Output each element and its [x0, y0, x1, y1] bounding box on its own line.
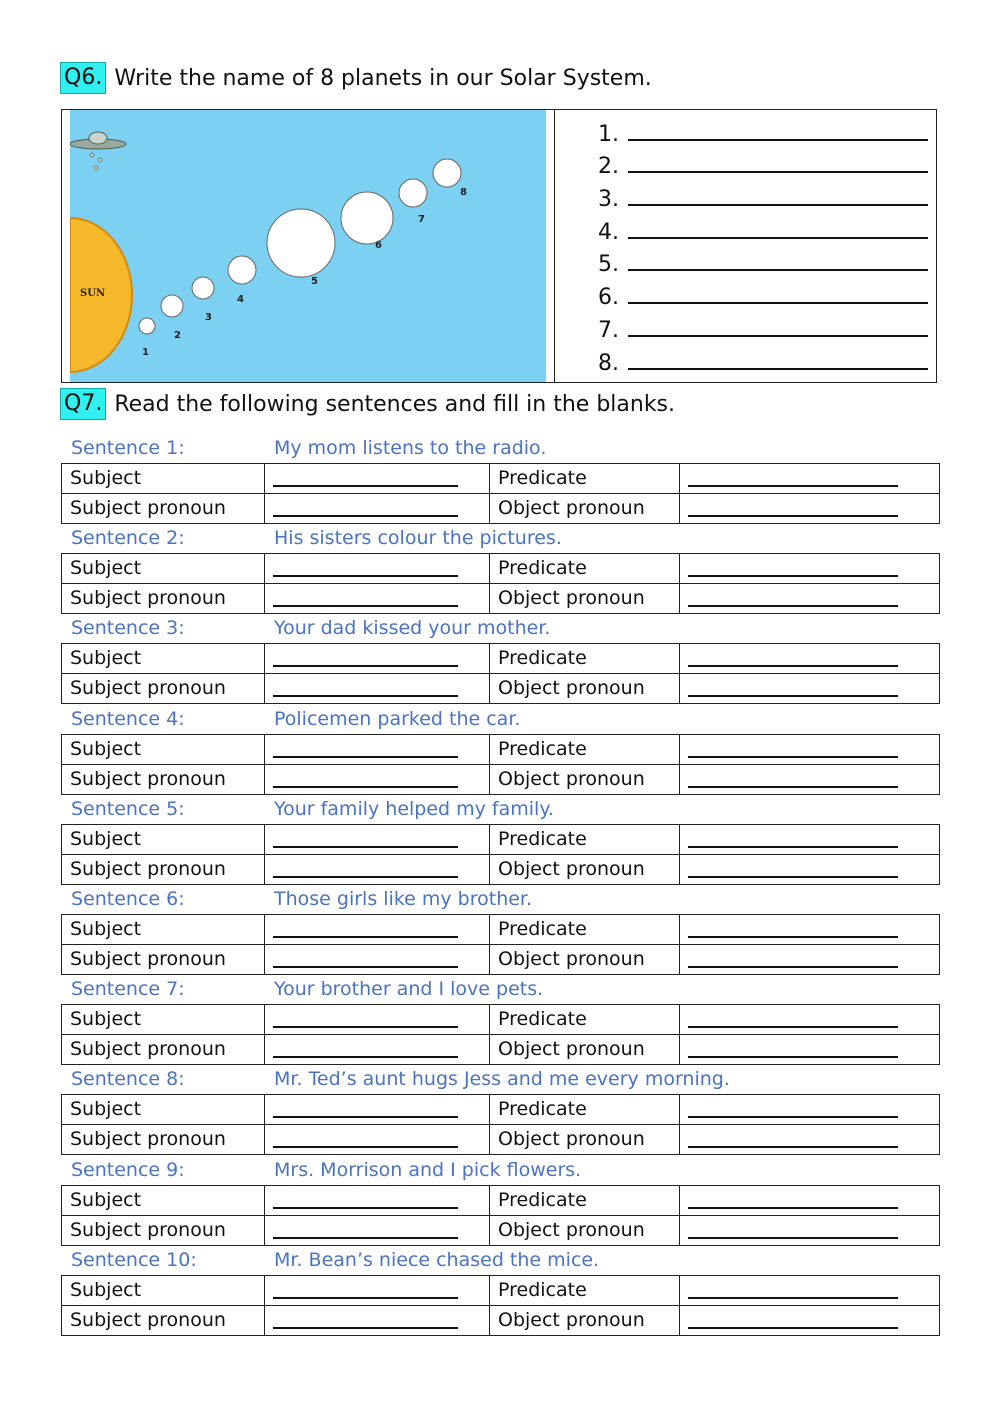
answer-blank[interactable]	[688, 604, 898, 607]
object-pronoun-answer-cell[interactable]	[680, 674, 940, 704]
answer-line[interactable]	[598, 343, 928, 376]
subject-label: Subject	[62, 1095, 265, 1125]
planet-number-6: 6	[375, 240, 382, 251]
predicate-answer-cell[interactable]	[680, 824, 940, 854]
planet-6	[341, 192, 393, 244]
answer-blank[interactable]	[688, 1025, 898, 1028]
predicate-label: Predicate	[490, 644, 680, 674]
answer-blank[interactable]	[273, 845, 458, 848]
answer-blank[interactable]	[688, 1206, 898, 1209]
answer-blank[interactable]	[273, 875, 458, 878]
subject-pronoun-answer-cell[interactable]	[265, 494, 490, 524]
object-pronoun-label: Object pronoun	[490, 1215, 680, 1245]
predicate-answer-cell[interactable]	[680, 1005, 940, 1035]
subject-answer-cell[interactable]	[265, 824, 490, 854]
answer-line[interactable]	[598, 114, 928, 147]
sentence-answer-table	[61, 824, 940, 885]
answer-blank[interactable]	[628, 236, 928, 239]
subject-answer-cell[interactable]	[265, 554, 490, 584]
answer-number: 8.	[598, 350, 619, 376]
answer-blank[interactable]	[273, 1115, 458, 1118]
answer-blank[interactable]	[273, 1055, 458, 1058]
answer-number: 3.	[598, 187, 619, 213]
sentence-title: Sentence 8:	[71, 1068, 185, 1091]
table-row	[62, 915, 940, 945]
answer-number: 6.	[598, 285, 619, 311]
table-row	[62, 1035, 940, 1065]
subject-pronoun-answer-cell[interactable]	[265, 584, 490, 614]
answer-line[interactable]	[598, 245, 928, 278]
predicate-answer-cell[interactable]	[680, 1275, 940, 1305]
subject-label: Subject	[62, 464, 265, 494]
answer-blank[interactable]	[688, 664, 898, 667]
table-row	[62, 674, 940, 704]
answer-line[interactable]	[598, 277, 928, 310]
object-pronoun-label: Object pronoun	[490, 1035, 680, 1065]
table-row	[62, 1185, 940, 1215]
predicate-answer-cell[interactable]	[680, 1185, 940, 1215]
q6-heading	[60, 62, 652, 94]
sentence-title: Sentence 9:	[71, 1158, 185, 1181]
subject-pronoun-answer-cell[interactable]	[265, 1125, 490, 1155]
subject-answer-cell[interactable]	[265, 915, 490, 945]
answer-blank[interactable]	[688, 1236, 898, 1239]
table-row	[62, 1005, 940, 1035]
answer-blank[interactable]	[273, 785, 458, 788]
table-row	[62, 644, 940, 674]
sentence-text: Your dad kissed your mother.	[274, 617, 551, 640]
planet-number-1: 1	[142, 347, 149, 358]
answer-number: 2.	[598, 154, 619, 180]
sentence-answer-table	[61, 643, 940, 704]
answer-line[interactable]	[598, 147, 928, 180]
answer-line[interactable]	[598, 310, 928, 343]
subject-pronoun-label: Subject pronoun	[62, 1305, 265, 1335]
object-pronoun-answer-cell[interactable]	[680, 1125, 940, 1155]
planet-number-4: 4	[237, 294, 244, 305]
answer-blank[interactable]	[273, 1025, 458, 1028]
planet-answer-list	[598, 114, 928, 376]
table-row	[62, 824, 940, 854]
subject-label: Subject	[62, 1185, 265, 1215]
subject-pronoun-answer-cell[interactable]	[265, 1035, 490, 1065]
answer-blank[interactable]	[628, 268, 928, 271]
subject-pronoun-label: Subject pronoun	[62, 945, 265, 975]
subject-pronoun-label: Subject pronoun	[62, 674, 265, 704]
sentence-title: Sentence 6:	[71, 888, 185, 910]
sentence-text: Policemen parked the car.	[274, 707, 521, 730]
planet-1	[139, 318, 155, 334]
object-pronoun-label: Object pronoun	[490, 1125, 680, 1155]
subject-answer-cell[interactable]	[265, 1275, 490, 1305]
object-pronoun-answer-cell[interactable]	[680, 1215, 940, 1245]
subject-label: Subject	[62, 734, 265, 764]
sentence-title: Sentence 5:	[71, 797, 185, 820]
sentence-answer-table	[61, 914, 940, 975]
object-pronoun-answer-cell[interactable]	[680, 945, 940, 975]
predicate-label: Predicate	[490, 1095, 680, 1125]
q7-question-text: Read the following sentences and fill in the blanks.	[114, 391, 676, 417]
sentence-title: Sentence 3:	[71, 617, 185, 640]
predicate-label: Predicate	[490, 734, 680, 764]
subject-answer-cell[interactable]	[265, 734, 490, 764]
planet-2	[161, 295, 183, 317]
planet-number-3: 3	[205, 312, 212, 323]
table-row	[62, 584, 940, 614]
subject-pronoun-answer-cell[interactable]	[265, 854, 490, 884]
planet-number-2: 2	[174, 330, 181, 341]
table-row	[62, 734, 940, 764]
answer-blank[interactable]	[273, 1206, 458, 1209]
sentence-answer-table	[61, 1185, 940, 1246]
subject-answer-cell[interactable]	[265, 464, 490, 494]
answer-blank[interactable]	[688, 694, 898, 697]
subject-label: Subject	[62, 1005, 265, 1035]
answer-number: 4.	[598, 219, 619, 245]
object-pronoun-answer-cell[interactable]	[680, 1305, 940, 1335]
answer-blank[interactable]	[688, 1326, 898, 1329]
planet-5	[267, 209, 335, 277]
answer-blank[interactable]	[688, 755, 898, 758]
planet-4	[228, 256, 256, 284]
sentence-answer-table	[61, 553, 940, 614]
answer-blank[interactable]	[688, 935, 898, 938]
predicate-answer-cell[interactable]	[680, 644, 940, 674]
table-row	[62, 494, 940, 524]
table-row	[62, 554, 940, 584]
q6-label: Q6.	[60, 62, 106, 94]
object-pronoun-answer-cell[interactable]	[680, 1035, 940, 1065]
solar-system-image	[70, 110, 546, 382]
answer-blank[interactable]	[273, 514, 458, 517]
object-pronoun-label: Object pronoun	[490, 854, 680, 884]
answer-blank[interactable]	[628, 203, 928, 206]
table-row	[62, 854, 940, 884]
answer-number: 5.	[598, 252, 619, 278]
subject-pronoun-answer-cell[interactable]	[265, 945, 490, 975]
predicate-label: Predicate	[490, 1275, 680, 1305]
sentence-answer-table	[61, 734, 940, 795]
sentence-text: Mr. Bean’s niece chased the mice.	[274, 1248, 600, 1271]
predicate-label: Predicate	[490, 824, 680, 854]
subject-answer-cell[interactable]	[265, 1185, 490, 1215]
predicate-label: Predicate	[490, 1005, 680, 1035]
answer-blank[interactable]	[628, 367, 928, 370]
subject-label: Subject	[62, 1275, 265, 1305]
object-pronoun-label: Object pronoun	[490, 764, 680, 794]
object-pronoun-label: Object pronoun	[490, 584, 680, 614]
subject-pronoun-label: Subject pronoun	[62, 854, 265, 884]
subject-answer-cell[interactable]	[265, 644, 490, 674]
answer-blank[interactable]	[273, 1145, 458, 1148]
answer-blank[interactable]	[688, 574, 898, 577]
subject-label: Subject	[62, 554, 265, 584]
answer-number: 1.	[598, 121, 619, 147]
object-pronoun-answer-cell[interactable]	[680, 764, 940, 794]
answer-blank[interactable]	[273, 484, 458, 487]
answer-blank[interactable]	[273, 1296, 458, 1299]
answer-line[interactable]	[598, 179, 928, 212]
sentence-title: Sentence 7:	[71, 978, 185, 1001]
subject-pronoun-answer-cell[interactable]	[265, 674, 490, 704]
answer-blank[interactable]	[273, 965, 458, 968]
sun-label: SUN	[80, 288, 106, 299]
subject-pronoun-label: Subject pronoun	[62, 584, 265, 614]
sentence-title: Sentence 10:	[71, 1248, 197, 1271]
answer-blank[interactable]	[273, 604, 458, 607]
sentence-text: Your family helped my family.	[274, 797, 554, 820]
answer-blank[interactable]	[688, 1145, 898, 1148]
object-pronoun-label: Object pronoun	[490, 945, 680, 975]
answer-number: 7.	[598, 317, 619, 343]
answer-blank[interactable]	[273, 664, 458, 667]
planet-7	[399, 179, 427, 207]
table-row	[62, 764, 940, 794]
table-row	[62, 1305, 940, 1335]
q6-question-text: Write the name of 8 planets in our Solar System.	[114, 65, 652, 91]
sentence-text: Mr. Ted’s aunt hugs Jess and me every morning.	[274, 1068, 730, 1091]
answer-blank[interactable]	[273, 1236, 458, 1239]
answer-blank[interactable]	[273, 935, 458, 938]
planet-number-8: 8	[460, 187, 467, 198]
sentence-title: Sentence 4:	[71, 707, 185, 730]
answer-line[interactable]	[598, 212, 928, 245]
predicate-answer-cell[interactable]	[680, 464, 940, 494]
q6-divider	[554, 109, 555, 383]
subject-label: Subject	[62, 824, 265, 854]
table-row	[62, 1095, 940, 1125]
object-pronoun-label: Object pronoun	[490, 1305, 680, 1335]
answer-blank[interactable]	[688, 1115, 898, 1118]
sentence-title: Sentence 1:	[71, 437, 185, 459]
answer-blank[interactable]	[688, 845, 898, 848]
answer-blank[interactable]	[688, 875, 898, 878]
sentence-answer-table	[61, 463, 940, 524]
object-pronoun-label: Object pronoun	[490, 494, 680, 524]
answer-blank[interactable]	[273, 574, 458, 577]
predicate-answer-cell[interactable]	[680, 915, 940, 945]
predicate-answer-cell[interactable]	[680, 554, 940, 584]
sentence-text: His sisters colour the pictures.	[274, 527, 562, 550]
answer-blank[interactable]	[273, 694, 458, 697]
predicate-label: Predicate	[490, 915, 680, 945]
answer-blank[interactable]	[628, 334, 928, 337]
sentence-text: My mom listens to the radio.	[274, 437, 547, 459]
subject-pronoun-answer-cell[interactable]	[265, 1215, 490, 1245]
object-pronoun-answer-cell[interactable]	[680, 854, 940, 884]
subject-answer-cell[interactable]	[265, 1005, 490, 1035]
predicate-label: Predicate	[490, 1185, 680, 1215]
answer-blank[interactable]	[688, 1296, 898, 1299]
sentence-answer-table	[61, 1004, 940, 1065]
answer-blank[interactable]	[688, 484, 898, 487]
sentence-title: Sentence 2:	[71, 527, 185, 550]
subject-pronoun-label: Subject pronoun	[62, 494, 265, 524]
answer-blank[interactable]	[273, 755, 458, 758]
subject-pronoun-label: Subject pronoun	[62, 1035, 265, 1065]
answer-blank[interactable]	[688, 514, 898, 517]
planet-number-5: 5	[311, 276, 318, 287]
planet-3	[192, 277, 214, 299]
subject-label: Subject	[62, 644, 265, 674]
planet-8	[433, 159, 461, 187]
answer-blank[interactable]	[688, 965, 898, 968]
object-pronoun-answer-cell[interactable]	[680, 494, 940, 524]
answer-blank[interactable]	[688, 785, 898, 788]
subject-pronoun-label: Subject pronoun	[62, 764, 265, 794]
subject-label: Subject	[62, 915, 265, 945]
sentence-text: Mrs. Morrison and I pick flowers.	[274, 1158, 582, 1181]
q7-heading	[60, 388, 675, 420]
object-pronoun-label: Object pronoun	[490, 674, 680, 704]
predicate-answer-cell[interactable]	[680, 1095, 940, 1125]
predicate-label: Predicate	[490, 554, 680, 584]
planet-number-7: 7	[418, 214, 425, 225]
sentence-answer-table	[61, 1275, 940, 1336]
sentence-text: Those girls like my brother.	[274, 888, 533, 910]
answer-blank[interactable]	[628, 301, 928, 304]
subject-pronoun-label: Subject pronoun	[62, 1125, 265, 1155]
table-row	[62, 1215, 940, 1245]
table-row	[62, 1275, 940, 1305]
answer-blank[interactable]	[273, 1326, 458, 1329]
q7-label: Q7.	[60, 388, 106, 420]
table-row	[62, 1125, 940, 1155]
subject-pronoun-answer-cell[interactable]	[265, 1305, 490, 1335]
object-pronoun-answer-cell[interactable]	[680, 584, 940, 614]
predicate-answer-cell[interactable]	[680, 734, 940, 764]
answer-blank[interactable]	[628, 170, 928, 173]
subject-pronoun-answer-cell[interactable]	[265, 764, 490, 794]
sentence-answer-table	[61, 1094, 940, 1155]
sentence-text: Your brother and I love pets.	[274, 978, 544, 1001]
subject-answer-cell[interactable]	[265, 1095, 490, 1125]
table-row	[62, 464, 940, 494]
answer-blank[interactable]	[628, 138, 928, 141]
subject-pronoun-label: Subject pronoun	[62, 1215, 265, 1245]
table-row	[62, 945, 940, 975]
predicate-label: Predicate	[490, 464, 680, 494]
answer-blank[interactable]	[688, 1055, 898, 1058]
